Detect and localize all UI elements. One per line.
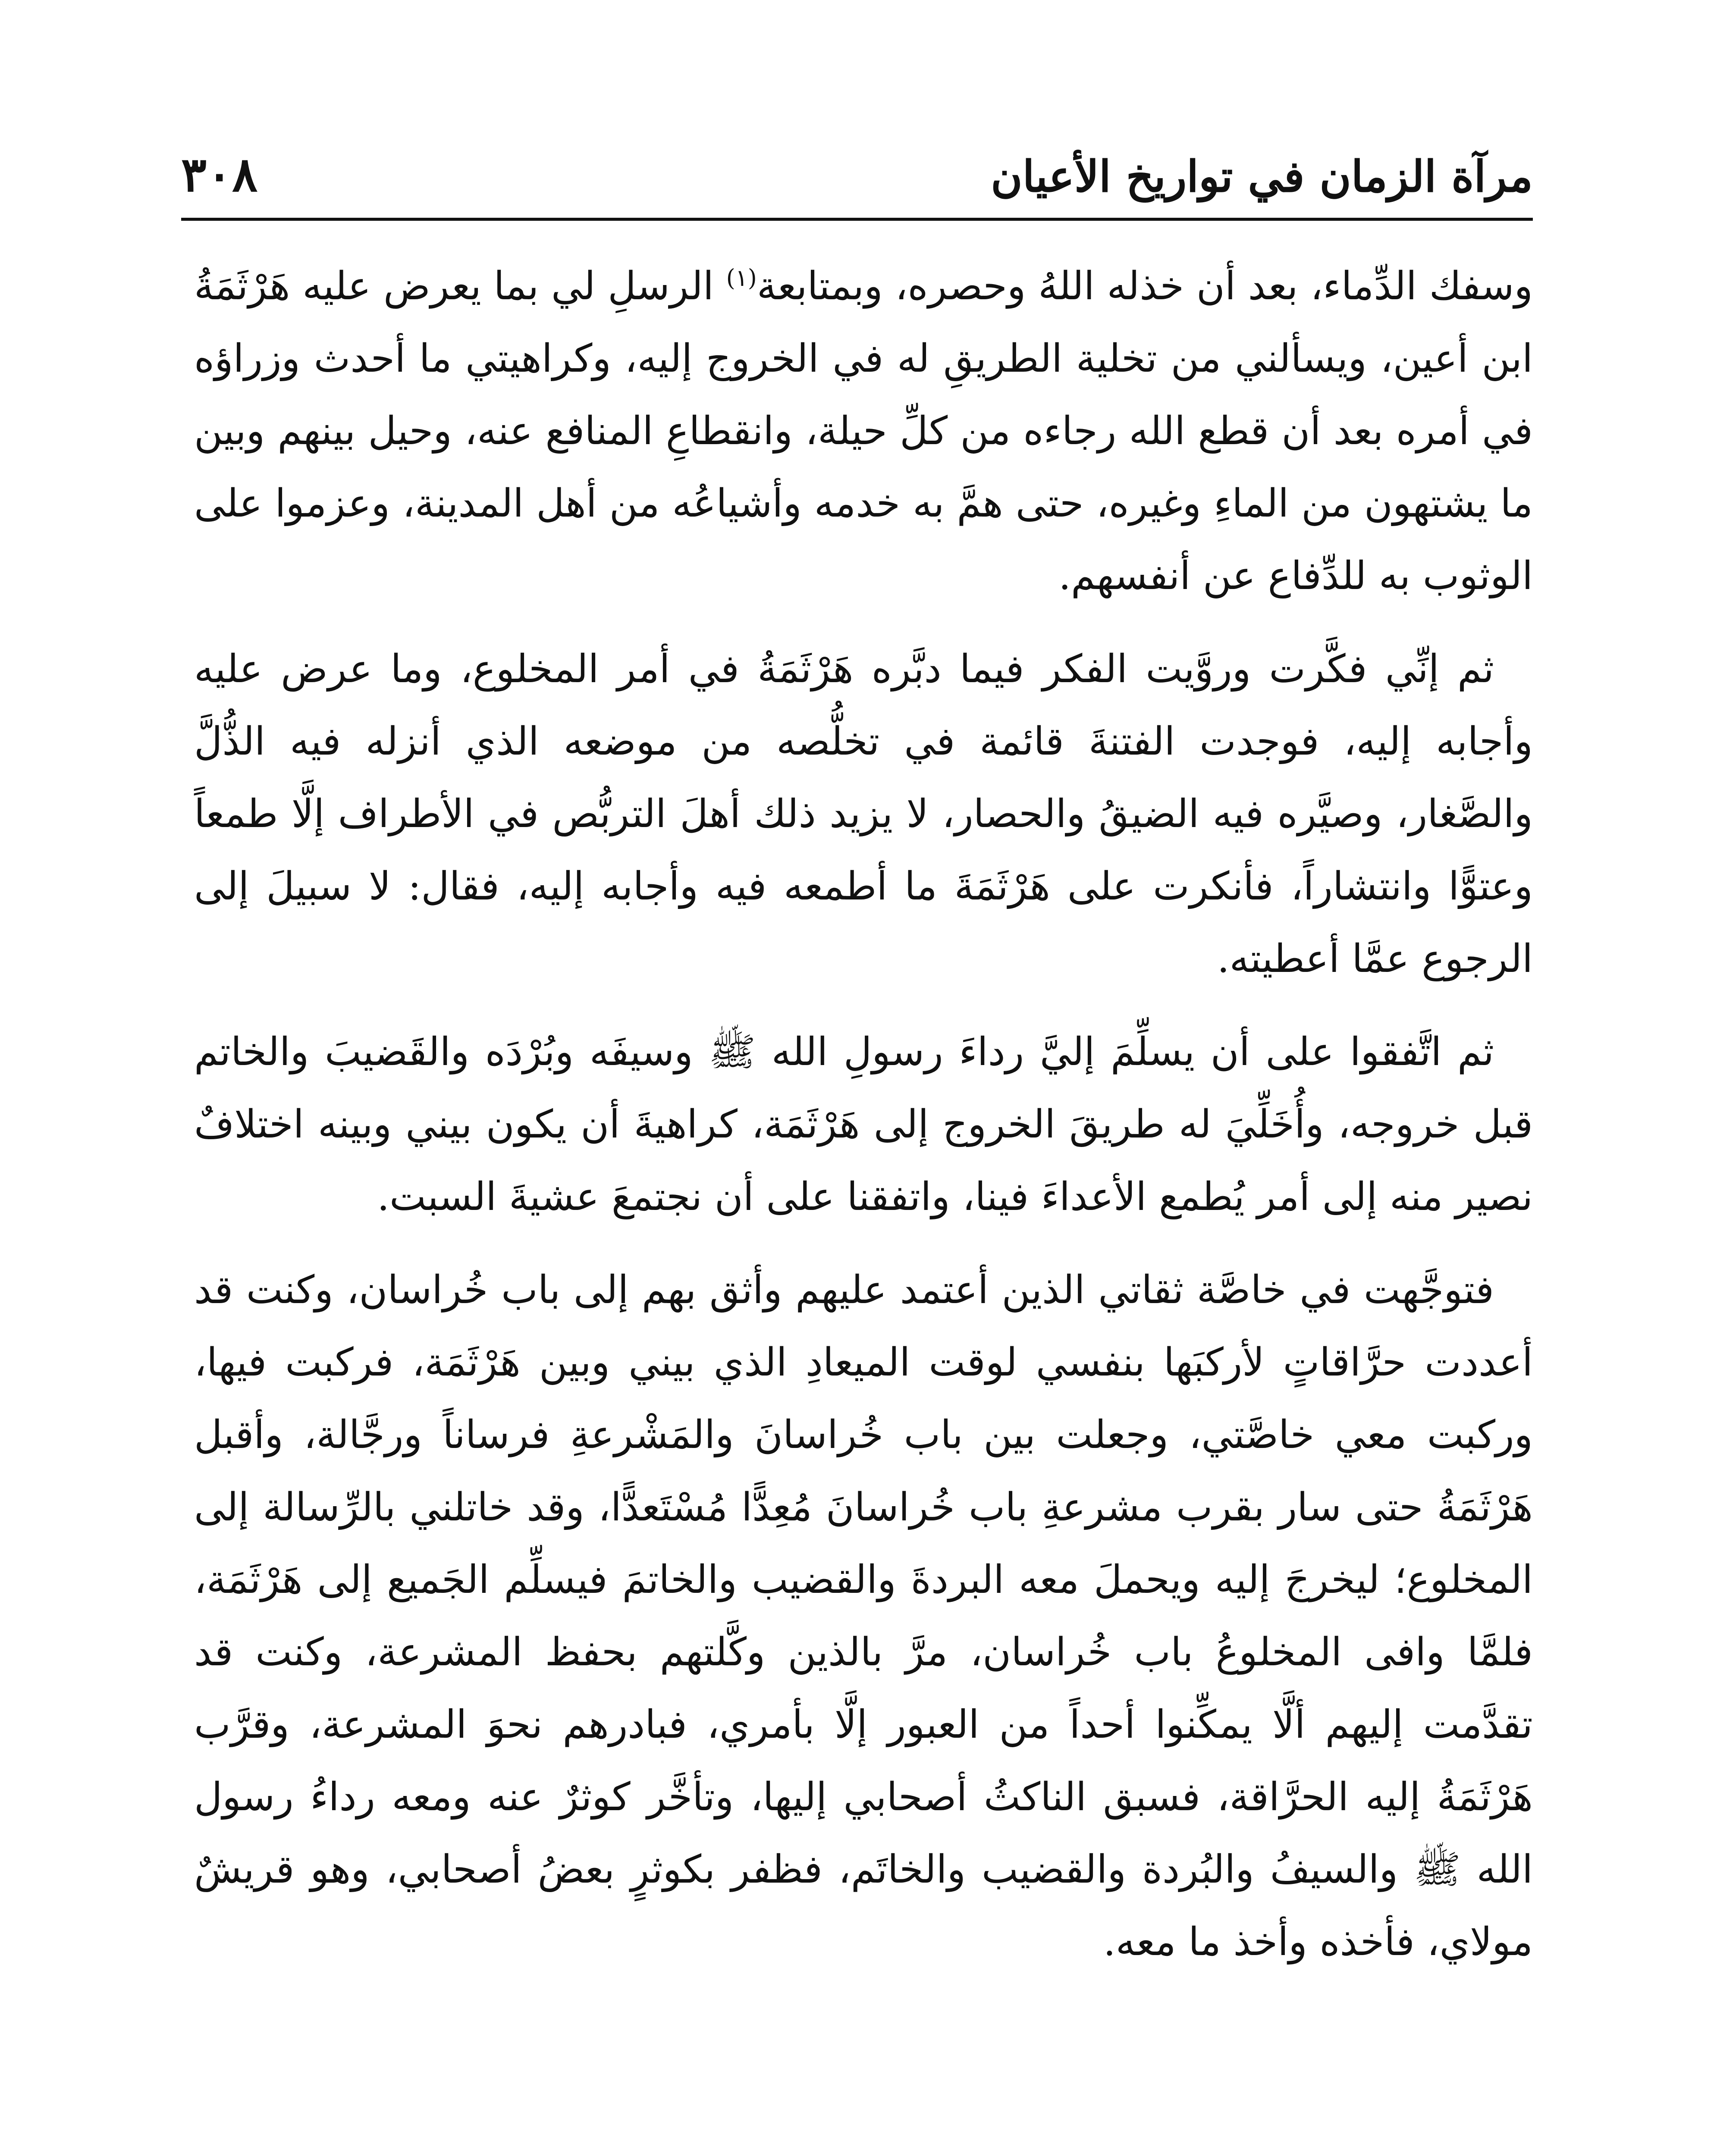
paragraph-2: ثم إنِّي فكَّرت وروَّيت الفكر فيما دبَّره هَرْثَمَةُ في أمر المخلوع، وما عرض عليه وأجابه إليه، فوجدت الفتنةَ قائمة في تخلُّصه من موضعه الذي أنزله فيه الذُّلَّ والصَّغار، وصيَّره فيه الضيقُ والحصار، لا يزيد ذلك أهلَ التربُّص في الأطراف إلَّا طمعاً وعتوًّا وانتشاراً، فأنكرت على هَرْثَمَةَ ما أطمعه فيه وأجابه إليه، فقال: لا سبيلَ إلى الرجوع عمَّا أعطيته. — [194, 646, 1533, 981]
book-title: مرآة الزمان في تواريخ الأعيان — [991, 151, 1533, 202]
paragraph-1-text: وسفك الدِّماء، بعد أن خذله اللهُ وحصره، وبمتابعة — [757, 263, 1533, 309]
paragraph-4: فتوجَّهت في خاصَّة ثقاتي الذين أعتمد عليهم وأثق بهم إلى باب خُراسان، وكنت قد أعددت حرَّاقاتٍ لأركبَها بنفسي لوقت الميعادِ الذي بيني وبين هَرْثَمَة، فركبت فيها، وركبت معي خاصَّتي، وجعلت بين باب خُراسانَ والمَشْرعةِ فرساناً ورجَّالة، وأقبل هَرْثَمَةُ حتى سار بقرب مشرعةِ باب خُراسانَ مُعِدًّا مُسْتَعدًّا، وقد خاتلني بالرِّسالة إلى المخلوع؛ ليخرجَ إليه ويحملَ معه البردةَ والقضيب والخاتمَ فيسلِّم الجَميع إلى هَرْثَمَة، فلمَّا وافى المخلوعُ باب خُراسان، مرَّ بالذين وكَّلتهم بحفظ المشرعة، وكنت قد تقدَّمت إليهم ألَّا يمكِّنوا أحداً من العبور إلَّا بأمري، فبادرهم نحوَ المشرعة، وقرَّب هَرْثَمَةُ إليه الحرَّاقة، فسبق الناكثُ أصحابي إليها، وتأخَّر كوثرٌ عنه ومعه رداءُ رسول الله ﷺ والسيفُ والبُردة والقضيب والخاتَم، فظفر بكوثرٍ بعضُ أصحابي، وهو قريشٌ مولاي، فأخذه وأخذ ما معه. — [194, 1267, 1533, 1965]
paragraph-1 — [194, 250, 1533, 612]
running-header — [181, 142, 1533, 220]
body-text — [194, 250, 1533, 1999]
paragraph-1-text-continued: الرسلِ لي بما يعرض عليه هَرْثَمَةُ ابن أعين، ويسألني من تخلية الطريقِ له في الخروج إليه، وكراهيتي ما أحدث وزراؤه في أمره بعد أن قطع الله رجاءه من كلِّ حيلة، وانقطاعِ المنافع عنه، وحيل بينهم وبين ما يشتهون من الماءِ وغيره، حتى همَّ به خدمه وأشياعُه من أهل المدينة، وعزموا على الوثوب به للدِّفاع عن أنفسهم. — [194, 263, 1533, 599]
header-rule — [181, 218, 1533, 221]
footnote-reference: (١) — [726, 264, 757, 291]
paragraph-3: ثم اتَّفقوا على أن يسلِّمَ إليَّ رداءَ رسولِ الله ﷺ وسيفَه وبُرْدَه والقَضيبَ والخاتم قبل خروجه، وأُخَلِّيَ له طريقَ الخروج إلى هَرْثَمَة، كراهيةَ أن يكون بيني وبينه اختلافٌ نصير منه إلى أمر يُطمع الأعداءَ فينا، واتفقنا على أن نجتمعَ عشيةَ السبت. — [194, 1029, 1533, 1219]
page-number: ٣٠٨ — [181, 147, 258, 202]
